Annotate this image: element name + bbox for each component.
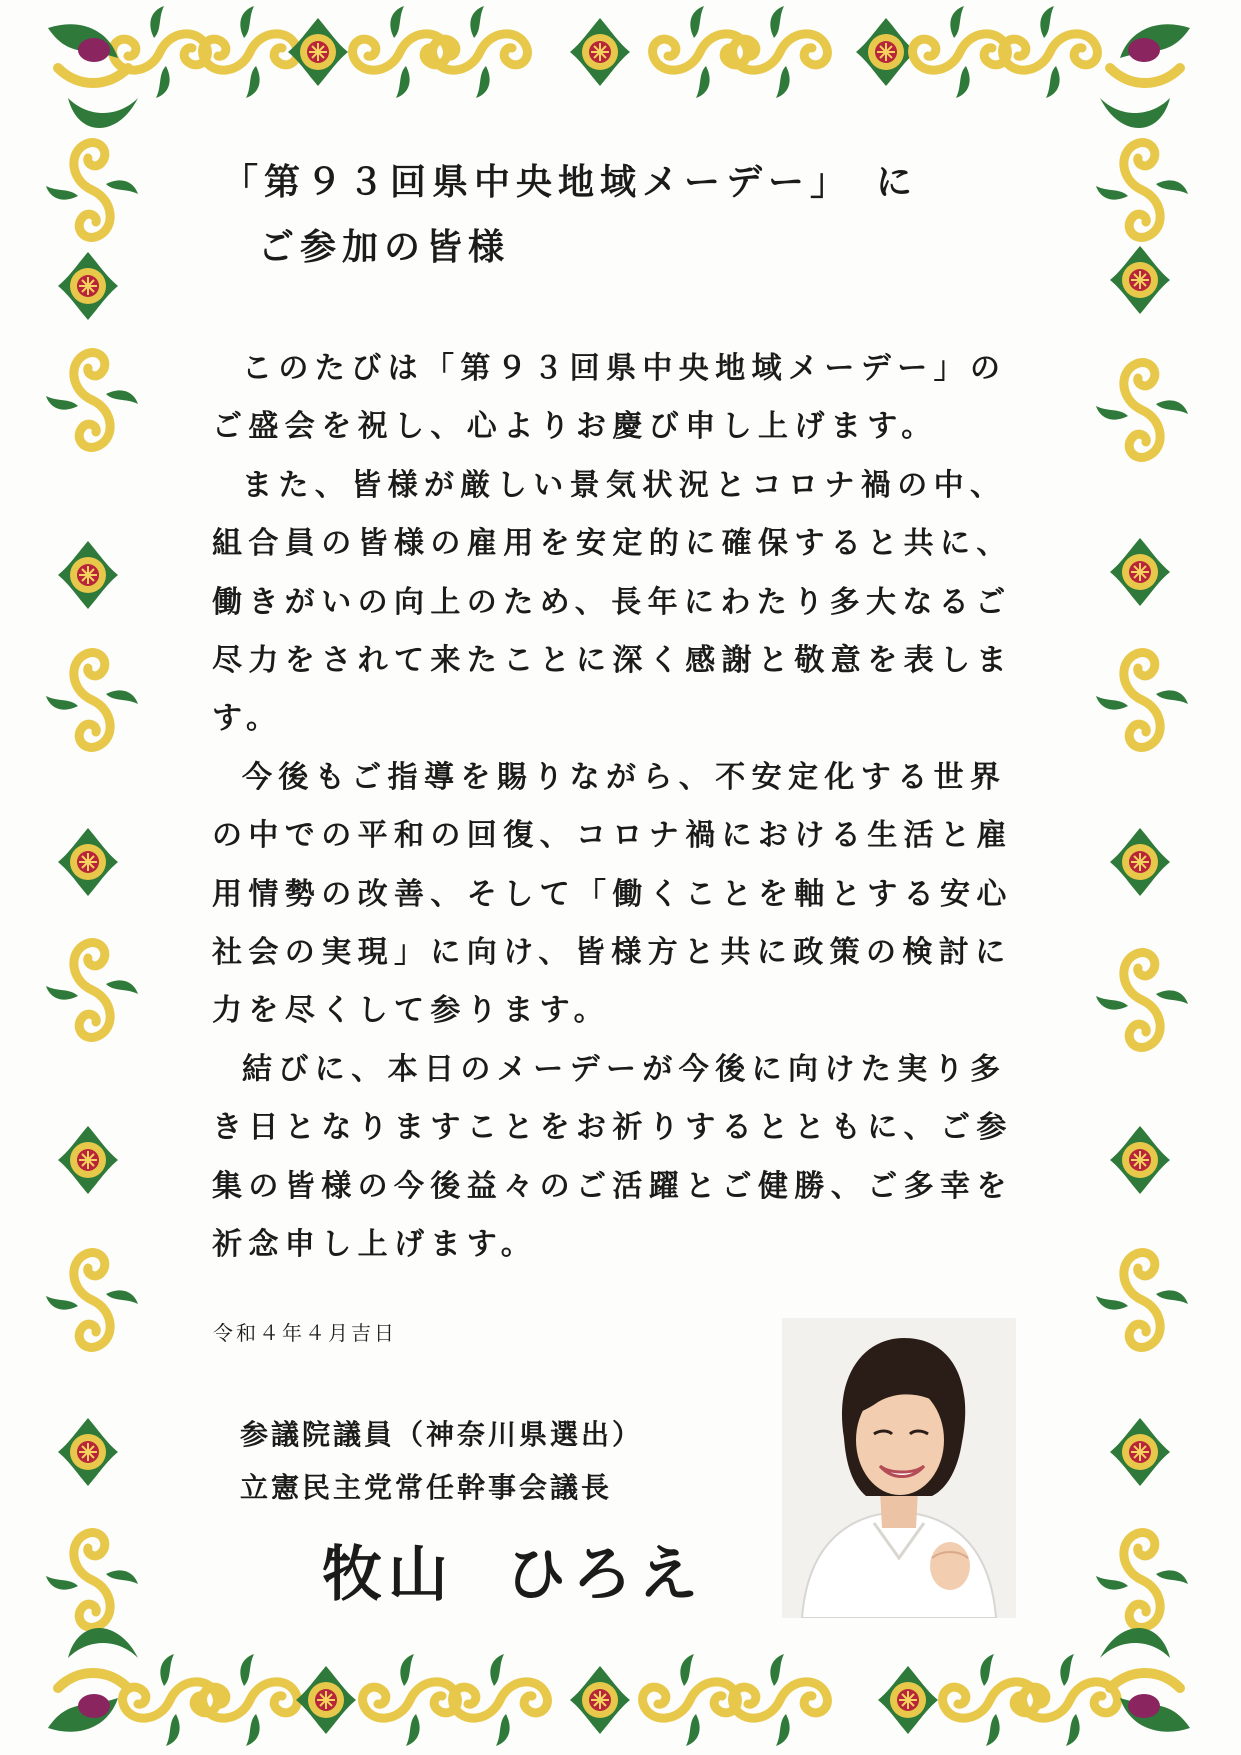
paragraph-4: 結びに、本日のメーデーが今後に向けた実り多き日となりますことをお祈りするとともに、ご参集の皆様の今後益々のご活躍とご健勝、ご多幸を祈念申し上げます。 (212, 1051, 1013, 1263)
signature-given-name: ひろえ (506, 1540, 704, 1610)
letter-date: 令和４年４月吉日 (213, 1321, 397, 1345)
title-line-2: ご参加の皆様 (258, 226, 511, 268)
letter-body (212, 340, 1032, 1275)
role-line-1: 参議院議員（神奈川県選出） (240, 1418, 644, 1451)
portrait-photo (782, 1318, 1016, 1618)
signature-family-name: 牧山 (322, 1540, 454, 1610)
role-line-2: 立憲民主党常任幹事会議長 (240, 1471, 613, 1504)
paragraph-2: また、皆様が厳しい景気状況とコロナ禍の中、組合員の皆様の雇用を安定的に確保すると共に、働きがいの向上のため、長年にわたり多大なるご尽力をされて来たことに深く感謝と敬意を表します。 (212, 467, 1013, 737)
signature-name (322, 1527, 704, 1613)
paragraph-3: 今後もご指導を賜りながら、不安定化する世界の中での平和の回復、コロナ禍における生活と雇用情勢の改善、そして「働くことを軸とする安心社会の実現」に向け、皆様方と共に政策の検討に力を尽くして参ります。 (212, 759, 1013, 1029)
title-line-1: 「第９３回県中央地域メーデー」 に (222, 161, 919, 203)
paragraph-1: このたびは「第９３回県中央地域メーデー」のご盛会を祝し、心よりお慶び申し上げます。 (212, 351, 1007, 445)
